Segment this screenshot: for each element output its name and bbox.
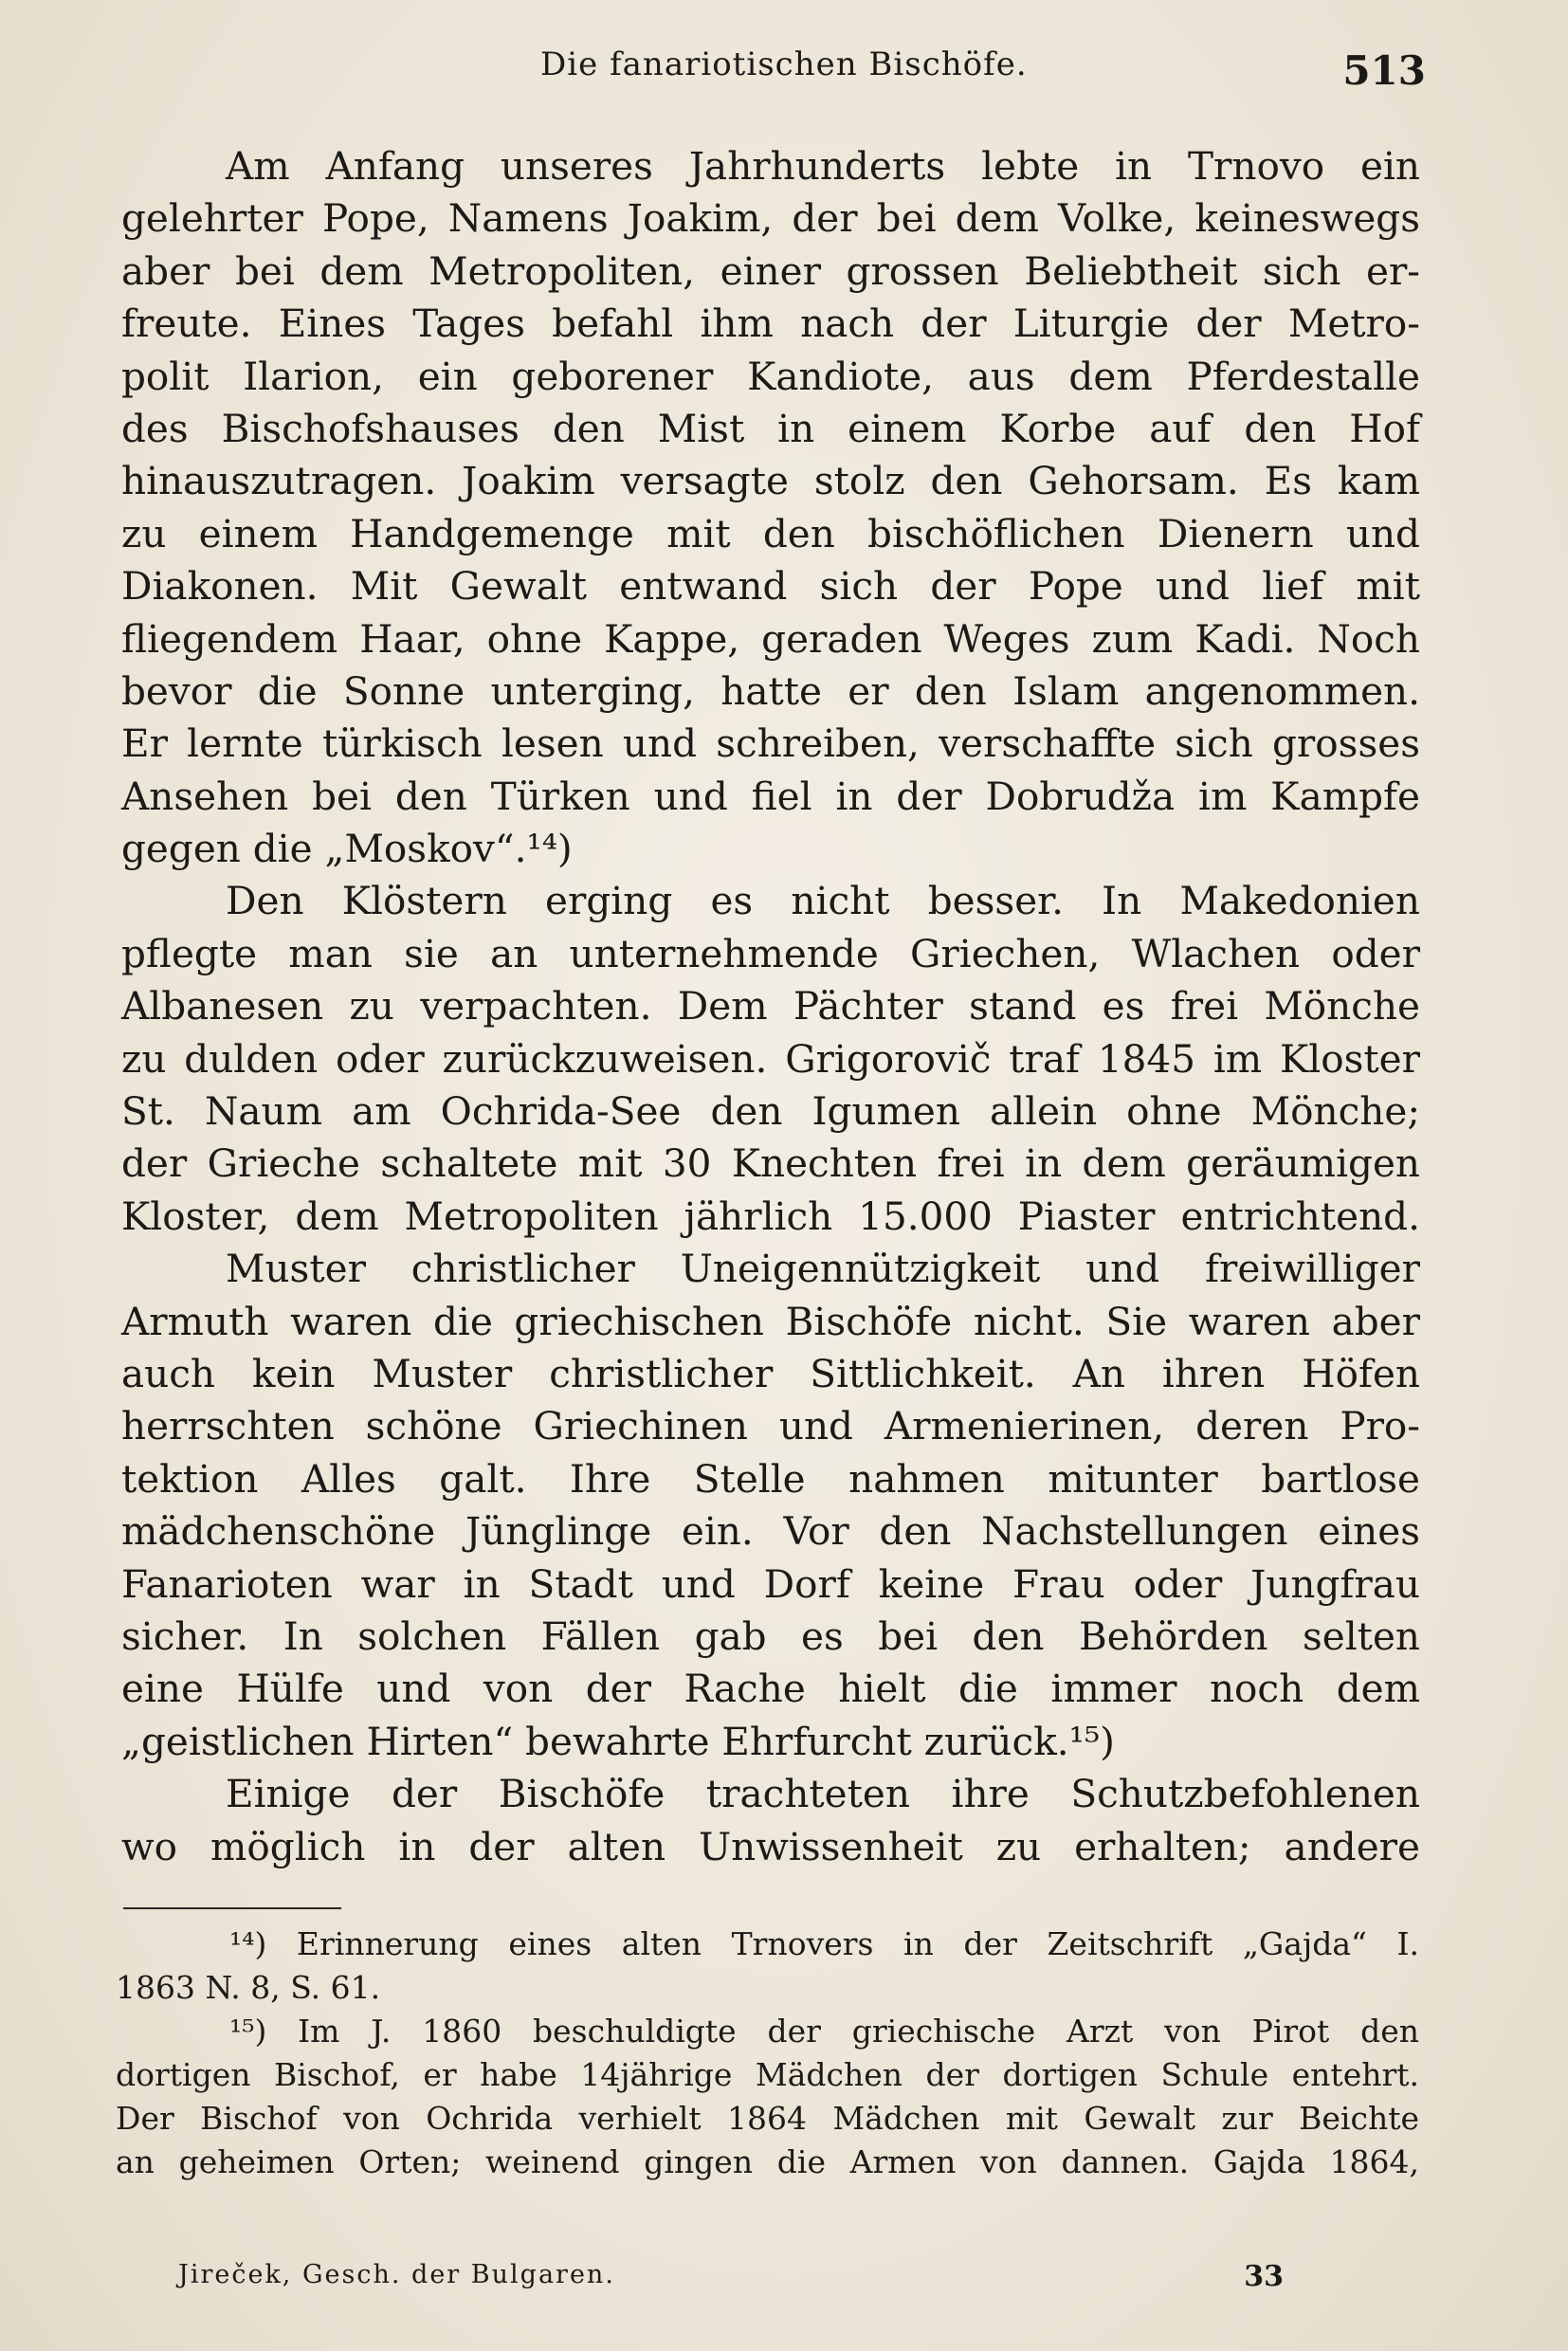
text-line: des Bischofshauses den Mist in einem Korbe auf den Hof [121, 405, 1420, 451]
text-line: freute. Eines Tages befahl ihm nach der Liturgie der Metro- [121, 301, 1420, 347]
printer-signature: Jireček, Gesch. der Bulgaren. [178, 2260, 615, 2289]
text-line: „geistlichen Hirten“ bewahrte Ehrfurcht zurück.¹⁵) [121, 1718, 1115, 1764]
running-head [114, 46, 1426, 102]
text-line: Fanarioten war in Stadt und Dorf keine Frau oder Jungfrau [121, 1560, 1420, 1607]
sheet-number: 33 [1244, 2260, 1284, 2293]
footnote-line: dortigen Bischof, er habe 14jährige Mädchen der dortigen Schule entehrt. [116, 2056, 1419, 2093]
text-line: bevor die Sonne unterging, hatte er den Islam angenommen. [121, 667, 1420, 714]
text-line: aber bei dem Metropoliten, einer grossen Beliebtheit sich er- [121, 247, 1420, 294]
printer-signature-line [178, 2260, 1284, 2298]
text-line: gegen die „Moskov“.¹⁴) [121, 826, 573, 872]
text-line: hinauszutragen. Joakim versagte stolz den Gehorsam. Es kam [121, 458, 1420, 504]
running-title: Die fanariotischen Bischöfe. [540, 46, 1028, 83]
text-line: wo möglich in der alten Unwissenheit zu erhalten; andere [121, 1823, 1420, 1869]
text-line: Ansehen bei den Türken und fiel in der Dobrudža im Kampfe [121, 773, 1420, 819]
footnote-line: 1863 N. 8, S. 61. [116, 1969, 381, 2006]
text-line: polit Ilarion, ein geborener Kandiote, aus dem Pferdestalle [121, 353, 1420, 399]
footnote-divider [123, 1907, 341, 1909]
footnote-line: ¹⁴) Erinnerung eines alten Trnovers in der Zeitschrift „Gajda“ I. [229, 1925, 1419, 1962]
text-line: zu einem Handgemenge mit den bischöflichen Dienern und [121, 510, 1420, 556]
text-line: Er lernte türkisch lesen und schreiben, verschaffte sich grosses [121, 720, 1420, 767]
text-line: Armuth waren die griechischen Bischöfe nicht. Sie waren aber [121, 1298, 1420, 1344]
main-text [121, 140, 1420, 1873]
page-number: 513 [1342, 47, 1426, 94]
text-line: tektion Alles galt. Ihre Stelle nahmen mitunter bartlose [121, 1455, 1420, 1502]
text-line: fliegendem Haar, ohne Kappe, geraden Weges zum Kadi. Noch [121, 615, 1420, 662]
text-line: St. Naum am Ochrida-See den Igumen allein ohne Mönche; [121, 1088, 1420, 1135]
text-line: sicher. In solchen Fällen gab es bei den Behörden selten [121, 1613, 1420, 1659]
text-line: herrschten schöne Griechinen und Armenierinen, deren Pro- [121, 1403, 1420, 1449]
footnote-line: Der Bischof von Ochrida verhielt 1864 Mädchen mit Gewalt zur Beichte [116, 2100, 1419, 2137]
footnote-line: an geheimen Orten; weinend gingen die Armen von dannen. Gajda 1864, [116, 2143, 1419, 2180]
footnotes [116, 1923, 1419, 2184]
text-line: Albanesen zu verpachten. Dem Pächter stand es frei Mönche [121, 983, 1420, 1030]
text-line: mädchenschöne Jünglinge ein. Vor den Nachstellungen eines [121, 1508, 1420, 1555]
text-line: gelehrter Pope, Namens Joakim, der bei dem Volke, keineswegs [121, 195, 1420, 242]
text-line: Muster christlicher Uneigennützigkeit und freiwilliger [226, 1246, 1420, 1292]
text-line: Einige der Bischöfe trachteten ihre Schutzbefohlenen [226, 1771, 1420, 1817]
text-line: Diakonen. Mit Gewalt entwand sich der Pope und lief mit [121, 563, 1420, 610]
text-line: auch kein Muster christlicher Sittlichkeit. An ihren Höfen [121, 1350, 1420, 1396]
text-line: pflegte man sie an unternehmende Griechen, Wlachen oder [121, 930, 1420, 976]
text-line: Am Anfang unseres Jahrhunderts lebte in Trnovo ein [226, 143, 1420, 189]
text-line: eine Hülfe und von der Rache hielt die immer noch dem [121, 1666, 1420, 1712]
text-line: Den Klöstern erging es nicht besser. In Makedonien [226, 878, 1420, 924]
footnote-line: ¹⁵) Im J. 1860 beschuldigte der griechische Arzt von Pirot den [229, 2013, 1419, 2050]
text-line: zu dulden oder zurückzuweisen. Grigorovič traf 1845 im Kloster [121, 1035, 1420, 1082]
text-line: Kloster, dem Metropoliten jährlich 15.000 Piaster entrichtend. [121, 1193, 1420, 1239]
text-line: der Grieche schaltete mit 30 Knechten frei in dem geräumigen [121, 1140, 1420, 1187]
